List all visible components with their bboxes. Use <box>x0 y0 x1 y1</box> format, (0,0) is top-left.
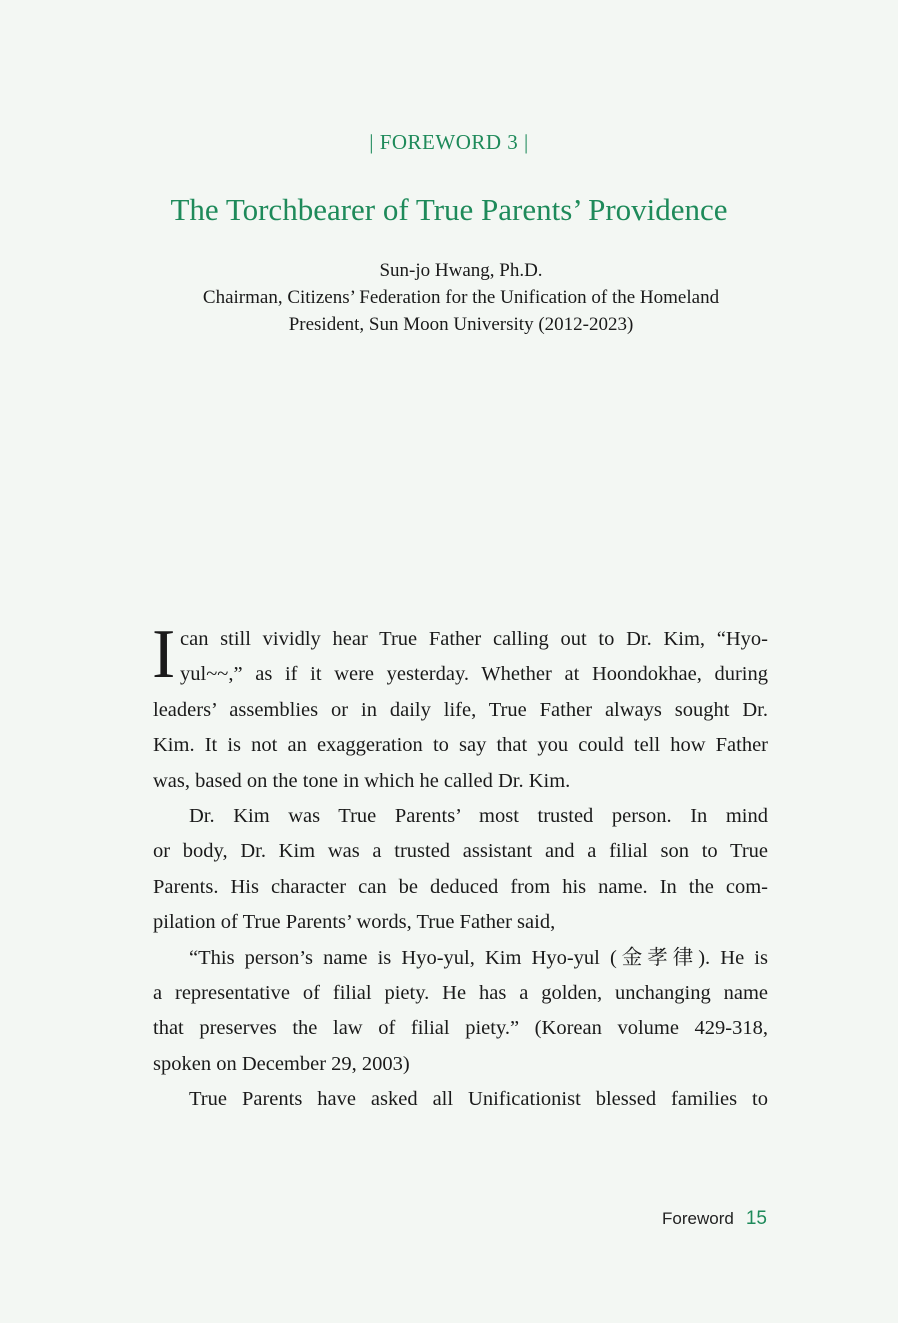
page-number: 15 <box>745 1208 767 1229</box>
page-footer <box>662 1208 767 1230</box>
page-title: The Torchbearer of True Parents’ Providence <box>170 192 728 227</box>
text-line: can still vividly hear True Father calling out to Dr. Kim, “Hyo- <box>180 628 768 650</box>
author-affiliation: Chairman, Citizens’ Federation for the Unification of the Homeland <box>202 287 720 308</box>
author-affiliation: President, Sun Moon University (2012-2023) <box>288 314 634 335</box>
text-line: leaders’ assemblies or in daily life, True Father always sought Dr. <box>153 698 768 721</box>
footer-section: Foreword <box>662 1209 734 1228</box>
byline <box>0 257 898 338</box>
body-text <box>152 616 768 1117</box>
text-line: “This person’s name is Hyo-yul, Kim Hyo-yul (金孝律). He is <box>189 946 768 969</box>
section-kicker: | FOREWORD 3 | <box>369 130 529 154</box>
drop-cap: I <box>152 616 176 693</box>
text-line: pilation of True Parents’ words, True Father said, <box>153 911 556 934</box>
text-line: Parents. His character can be deduced from his name. In the com- <box>153 875 768 898</box>
text-line: spoken on December 29, 2003) <box>153 1052 410 1075</box>
text-line: was, based on the tone in which he called Dr. Kim. <box>153 769 571 792</box>
text-line: True Parents have asked all Unificationist blessed families to <box>189 1088 768 1111</box>
text-line: a representative of filial piety. He has a golden, unchanging name <box>153 981 768 1004</box>
author-name: Sun-jo Hwang, Ph.D. <box>379 260 543 281</box>
text-line: that preserves the law of filial piety.” (Korean volume 429-318, <box>153 1017 768 1040</box>
text-line: Kim. It is not an exaggeration to say that you could tell how Father <box>153 734 768 757</box>
text-line: Dr. Kim was True Parents’ most trusted person. In mind <box>189 804 768 827</box>
text-line: or body, Dr. Kim was a trusted assistant and a filial son to True <box>153 840 768 863</box>
text-line: yul~~,” as if it were yesterday. Whether at Hoondokhae, during <box>180 663 768 686</box>
